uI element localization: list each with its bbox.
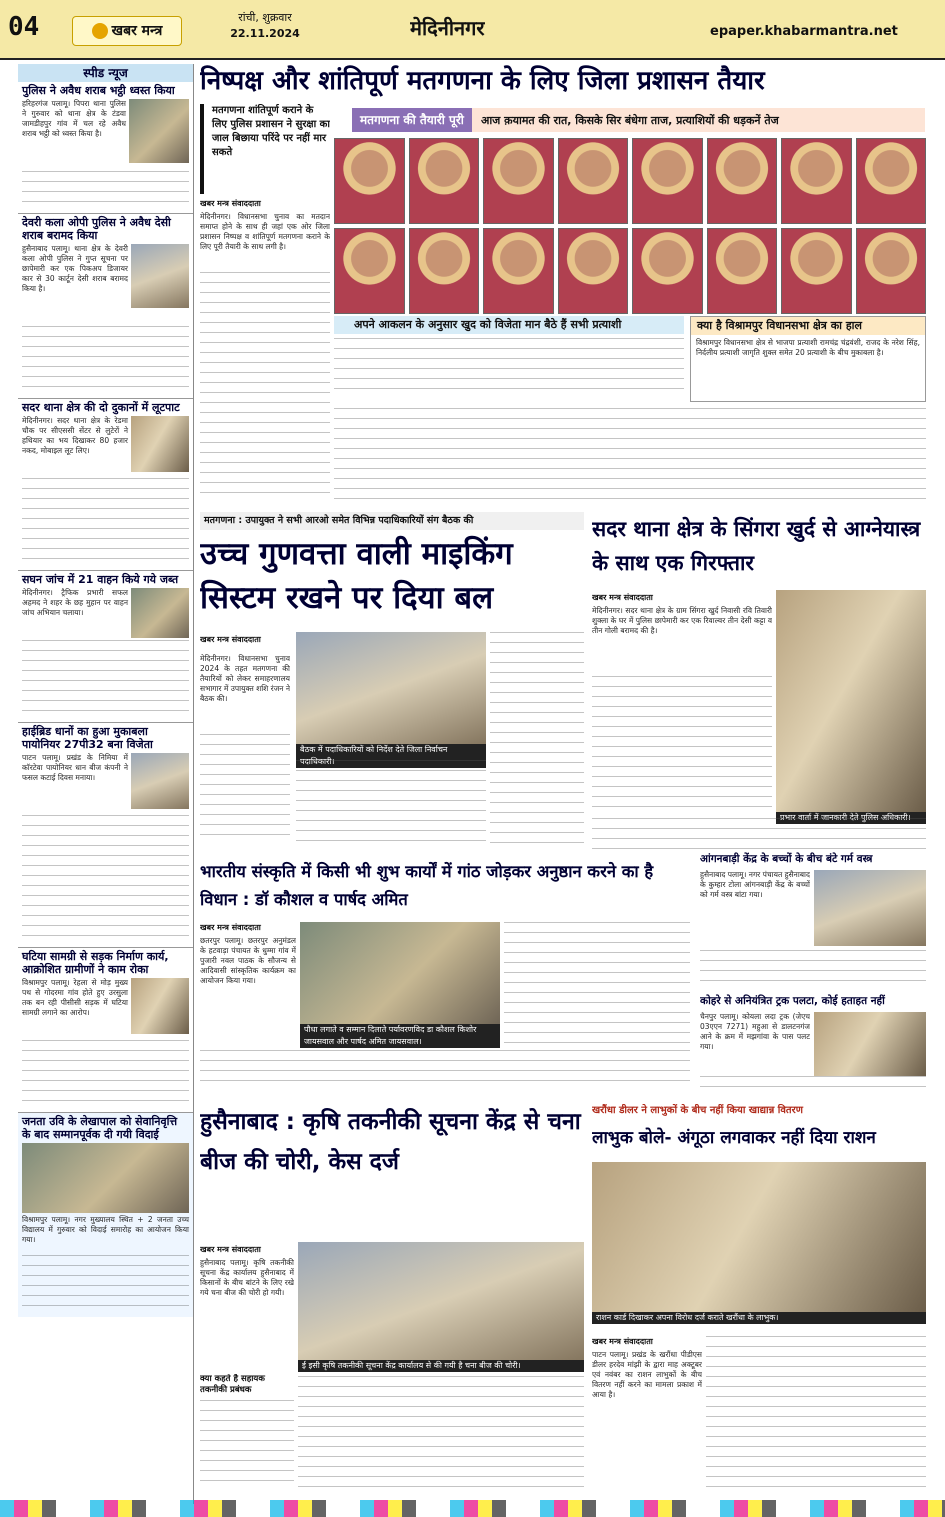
arrest-headline: सदर थाना क्षेत्र के सिंगरा खुर्द से आग्नेयास्त्र के साथ एक गिरफ्तार — [592, 517, 921, 575]
culture-photo-caption: पौधा लगाते व सम्मान दिलाते पर्यावरणविद डा कौशल किशोर जायसवाल और पार्षद अमित जायसवाल। — [300, 1024, 500, 1048]
brief-5 — [18, 722, 193, 947]
truck-headline: कोहरे से अनियंत्रित ट्रक पलटा, कोई हताहत नहीं — [700, 995, 885, 1007]
candidate-photo — [483, 138, 554, 224]
anganwadi-headline: आंगनबाड़ी केंद्र के बच्चों के बीच बंटे गर्म वस्त्र — [700, 853, 873, 865]
seed-byline: खबर मन्त्र संवाददाता — [200, 1245, 261, 1254]
meeting-headline: उच्च गुणवत्ता वाली माइकिंग सिस्टम रखने पर दिया बल — [200, 536, 513, 616]
anganwadi-body-lines — [700, 950, 926, 990]
brief-headline: पुलिस ने अवैध शराब भट्ठी ध्वस्त किया — [22, 84, 175, 97]
candidate-photo — [409, 138, 480, 224]
brief-photo — [129, 99, 189, 163]
box-title: क्या है विश्रामपुर विधानसभा क्षेत्र का हाल — [691, 317, 925, 335]
anganwadi-photo — [814, 870, 926, 946]
city-name: मेदिनीनगर — [410, 16, 485, 40]
ration-photo-caption: राशन कार्ड दिखाकर अपना विरोध दर्ज कराते खरौंधा के लाभुक। — [592, 1312, 926, 1324]
pullquote-box — [200, 104, 330, 194]
candidate-photo — [856, 228, 927, 314]
candidate-photo — [334, 228, 405, 314]
meeting-photo-caption: बैठक में पदाधिकारियों को निर्देश देते जिला निर्वाचन पदाधिकारी। — [296, 744, 486, 768]
brief-body-lines — [22, 171, 189, 211]
meeting-col-lines — [490, 632, 584, 844]
arrest-photo-caption: प्रभार वार्ता में जानकारी देते पुलिस अधिकारी। — [776, 812, 926, 824]
seed-subheadline: क्या कहते है सहायक तकनीकी प्रबंधक — [200, 1374, 265, 1395]
brief-text: मेदिनीनगर। सदर थाना क्षेत्र के रेडमा चौक पर सीएससी सेंटर से लुटेरों ने हथियार का भय दिखाकर 80 हजार नकद, मोबाइल लूट लिए। — [22, 416, 128, 455]
brief-text: हरिहरगंज पलामू। पिपरा थाना पुलिस ने गुरुवार को थाना क्षेत्र के टंडवा जामडीहपुर गांव में चल रहे अवैध शराब भट्ठी को ध्वस्त किया है। — [22, 99, 126, 138]
place-day: रांची, शुक्रवार — [238, 11, 292, 24]
brief-photo — [131, 978, 189, 1034]
logo-text: खबर मन्त्र — [111, 23, 163, 39]
arrest-body: मेदिनीनगर। सदर थाना क्षेत्र के ग्राम सिंगरा खुर्द निवासी रवि तिवारी शुक्ला के घर में पुलिस छापेमारी कर एक रिवाल्वर तीन देसी कट्टा व तीन गोली बरामद की है। — [592, 606, 772, 635]
brief-headline: घटिया सामग्री से सड़क निर्माण कार्य, आक्रोशित ग्रामीणों ने काम रोका — [22, 950, 169, 976]
brief-headline: जनता उवि के लेखापाल को सेवानिवृत्ति के बाद सम्मानपूर्वक दी गयी विदाई — [22, 1115, 178, 1141]
candidate-photo — [409, 228, 480, 314]
candidate-photo — [856, 138, 927, 224]
brief-7 — [18, 1112, 193, 1317]
brief-3 — [18, 398, 193, 570]
left-column — [18, 64, 194, 1504]
brief-photo — [131, 588, 189, 638]
brief-photo — [131, 416, 189, 472]
seed-photo-caption: ई इसी कृषि तकनीकी सूचना केंद्र कार्यालय से की गयी है चना बीज की चोरी। — [298, 1360, 584, 1372]
candidate-photo — [781, 228, 852, 314]
seed-lower-lines — [298, 1376, 584, 1490]
brief-body-lines — [22, 1255, 189, 1315]
ration-headline: लाभुक बोले- अंगूठा लगवाकर नहीं दिया राशन — [592, 1128, 876, 1148]
dateline — [225, 10, 305, 42]
truck-body-lines — [700, 1076, 926, 1096]
lead-byline: खबर मन्त्र संवाददाता — [200, 199, 261, 208]
logo-icon — [92, 23, 108, 39]
brief-text: विश्रामपुर पलामू। नगर मुख्यालय स्थित + 2 जनता उच्च विद्यालय में गुरुवार को विदाई समारोह का आयोजन किया गया। — [22, 1215, 189, 1244]
culture-headline: भारतीय संस्कृति में किसी भी शुभ कार्यों में गांठ जोड़कर अनुष्ठान करने का है विधान : डॉ कौशल व पार्षद अमित — [200, 862, 654, 909]
candidate-photo — [781, 138, 852, 224]
ration-byline: खबर मन्त्र संवाददाता — [592, 1337, 653, 1346]
brief-text: मेदिनीनगर। ट्रैफिक प्रभारी सफल अहमद ने शहर के छह मुहान पर वाहन जांच अभियान चलाया। — [22, 588, 128, 617]
banner-label: मतगणना की तैयारी पूरी — [352, 108, 472, 132]
seed-headline: हुसैनाबाद : कृषि तकनीकी सूचना केंद्र से चना बीज की चोरी, केस दर्ज — [200, 1109, 581, 1175]
lead-headline: निष्पक्ष और शांतिपूर्ण मतगणना के लिए जिला प्रशासन तैयार — [200, 66, 765, 96]
seed-photo — [298, 1242, 584, 1360]
meeting-lower-lines — [296, 760, 486, 844]
truck-photo — [814, 1012, 926, 1076]
print-strip — [0, 1500, 945, 1517]
meeting-body-lines — [200, 734, 290, 844]
ration-photo — [592, 1162, 926, 1312]
counting-banner — [352, 108, 925, 132]
arrest-lower-lines — [592, 818, 926, 850]
brief-1 — [18, 82, 193, 213]
brief-body-lines — [22, 326, 189, 396]
meeting-body: मेदिनीनगर। विधानसभा चुनाव 2024 के तहत मतगणना की तैयारियों को लेकर समाहरणालय सभागार में उपायुक्त शशि रंजन ने बैठक की। — [200, 654, 290, 703]
anganwadi-body: हुसैनाबाद पलामू। नगर पंचायत हुसैनाबाद के कुम्हार टोला आंगनबाड़ी केंद्र के बच्चों को गर्म वस्त्र बांटा गया। — [700, 870, 810, 899]
candidates-body-lines — [334, 338, 684, 398]
culture-col-lines — [504, 922, 690, 1046]
brief-text: विश्रामपुर पलामू। रेहला से मोड़ मुख्य पथ से गोदरमा गांव होते हुए उरसुला तक बन रही पीसीसी सड़क में घटिया सामग्री लगाने का आरोप। — [22, 978, 128, 1017]
seed-body: हुसैनाबाद पलामू। कृषि तकनीकी सूचना केंद्र कार्यालय हुसैनाबाद में किसानों के बीच बांटने के लिए रखे गये चना बीज की चोरी हो गयी। — [200, 1258, 294, 1297]
seed-body-lines — [200, 1400, 294, 1490]
banner-text: आज क़यामत की रात, किसके सिर बंधेगा ताज, प्रत्याशियों की धड़कनें तेज — [480, 114, 779, 127]
brief-4 — [18, 570, 193, 722]
logo — [72, 16, 182, 46]
brief-headline: सघन जांच में 21 वाहन किये गये जब्त — [22, 573, 179, 586]
pullquote-text: मतगणना शांतिपूर्ण कराने के लिए पुलिस प्रशासन ने सुरक्षा का जाल बिछाया परिंदे पर नहीं मार सकते — [212, 105, 330, 158]
truck-body: चैनपुर पलामू। कोयला लदा ट्रक (जेएच 03एएन 7271) महुआ से डालटनगंज आने के क्रम में मझगांवा के पास पलट गया। — [700, 1012, 810, 1051]
box-text: विश्रामपुर विधानसभा क्षेत्र से भाजपा प्रत्याशी रामचंद्र चंद्रवंशी, राजद के नरेश सिंह, निर्दलीय प्रत्याशी जागृति शुक्ल समेत 20 प्रत्याशी के बीच मुकाबला है। — [696, 338, 920, 357]
vidhansabha-box — [690, 316, 926, 402]
date: 22.11.2024 — [230, 27, 300, 40]
brief-headline: देवरी कला ओपी पुलिस ने अवैध देसी शराब बरामद किया — [22, 216, 171, 242]
website-link[interactable]: epaper.khabarmantra.net — [710, 24, 898, 39]
brief-photo — [131, 244, 189, 308]
brief-photo — [131, 753, 189, 809]
brief-body-lines — [22, 478, 189, 568]
arrest-byline: खबर मन्त्र संवाददाता — [592, 593, 653, 602]
lead-body-lines — [200, 272, 330, 496]
meeting-photo — [296, 632, 486, 744]
section-label: स्पीड न्यूज — [18, 64, 193, 82]
meeting-byline: खबर मन्त्र संवाददाता — [200, 635, 261, 644]
brief-text: हुसैनाबाद पलामू। थाना क्षेत्र के देवरी कला ओपी पुलिस ने गुप्त सूचना पर छापेमारी कर एक पिकअप डिजायर कार से 30 कार्टून देसी शराब बरामद किया है। — [22, 244, 128, 293]
brief-2 — [18, 213, 193, 398]
ration-body-lines — [706, 1336, 926, 1490]
ration-kicker: खरौंधा डीलर ने लाभुकों के बीच नहीं किया खाद्यान्न वितरण — [592, 1105, 803, 1116]
brief-body-lines — [22, 640, 189, 720]
culture-lower-lines — [200, 1050, 690, 1090]
page-number: 04 — [8, 12, 40, 42]
candidate-photo — [483, 228, 554, 314]
brief-headline: हाईब्रिड धानों का हुआ मुकाबला पायोनियर 27पी32 बना विजेता — [22, 725, 153, 751]
candidate-photo — [558, 228, 629, 314]
ration-body: पाटन पलामू। प्रखंड के खरौंधा पीडीएस डीलर हरदेव मांझी के द्वारा माह अक्टूबर एवं नवंबर का राशन लाभुकों के बीच वितरण नहीं करने का मामला प्रकाश में आया है। — [592, 1350, 702, 1399]
brief-text: पाटन पलामू। प्रखंड के निमिया में कॉरटेवा पायोनियर धान बीज कंपनी ने फसल कटाई दिवस मनाया। — [22, 753, 128, 782]
brief-6 — [18, 947, 193, 1112]
brief-photo — [22, 1143, 189, 1213]
candidates-caption: अपने आकलन के अनुसार खुद को विजेता मान बैठे हैं सभी प्रत्याशी — [334, 316, 684, 334]
candidate-photo — [707, 138, 778, 224]
lead-cont-lines — [334, 408, 926, 500]
candidate-photo — [558, 138, 629, 224]
meeting-kicker: मतगणना : उपायुक्त ने सभी आरओ समेत विभिन्न पदाधिकारियों संग बैठक की — [200, 512, 584, 530]
brief-body-lines — [22, 815, 189, 945]
arrest-body-lines — [592, 676, 772, 816]
candidate-photo — [632, 228, 703, 314]
candidate-photo — [707, 228, 778, 314]
culture-photo — [300, 922, 500, 1024]
culture-byline: खबर मन्त्र संवाददाता — [200, 923, 261, 932]
candidate-photo — [632, 138, 703, 224]
brief-headline: सदर थाना क्षेत्र की दो दुकानों में लूटपाट — [22, 401, 180, 414]
arrest-photo — [776, 590, 926, 812]
candidate-photo — [334, 138, 405, 224]
candidate-grid — [334, 138, 926, 314]
brief-body-lines — [22, 1040, 189, 1110]
lead-body: मेदिनीनगर। विधानसभा चुनाव का मतदान समाप्त होने के साथ ही जहां एक ओर जिला प्रशासन निष्पक्ष व शांतिपूर्ण मतगणना कराने के लिए पूरी तैयारी के साथ लगी है। — [200, 212, 330, 251]
culture-body: छतरपुर पलामू। छतरपुर अनुमंडल के हटवाड़ा पंचायत के धुम्मा गांव में पुजारी नवल पाठक के सौजन्य से आदिवासी सांस्कृतिक कार्यक्रम का आयोजन किया गया। — [200, 936, 296, 985]
